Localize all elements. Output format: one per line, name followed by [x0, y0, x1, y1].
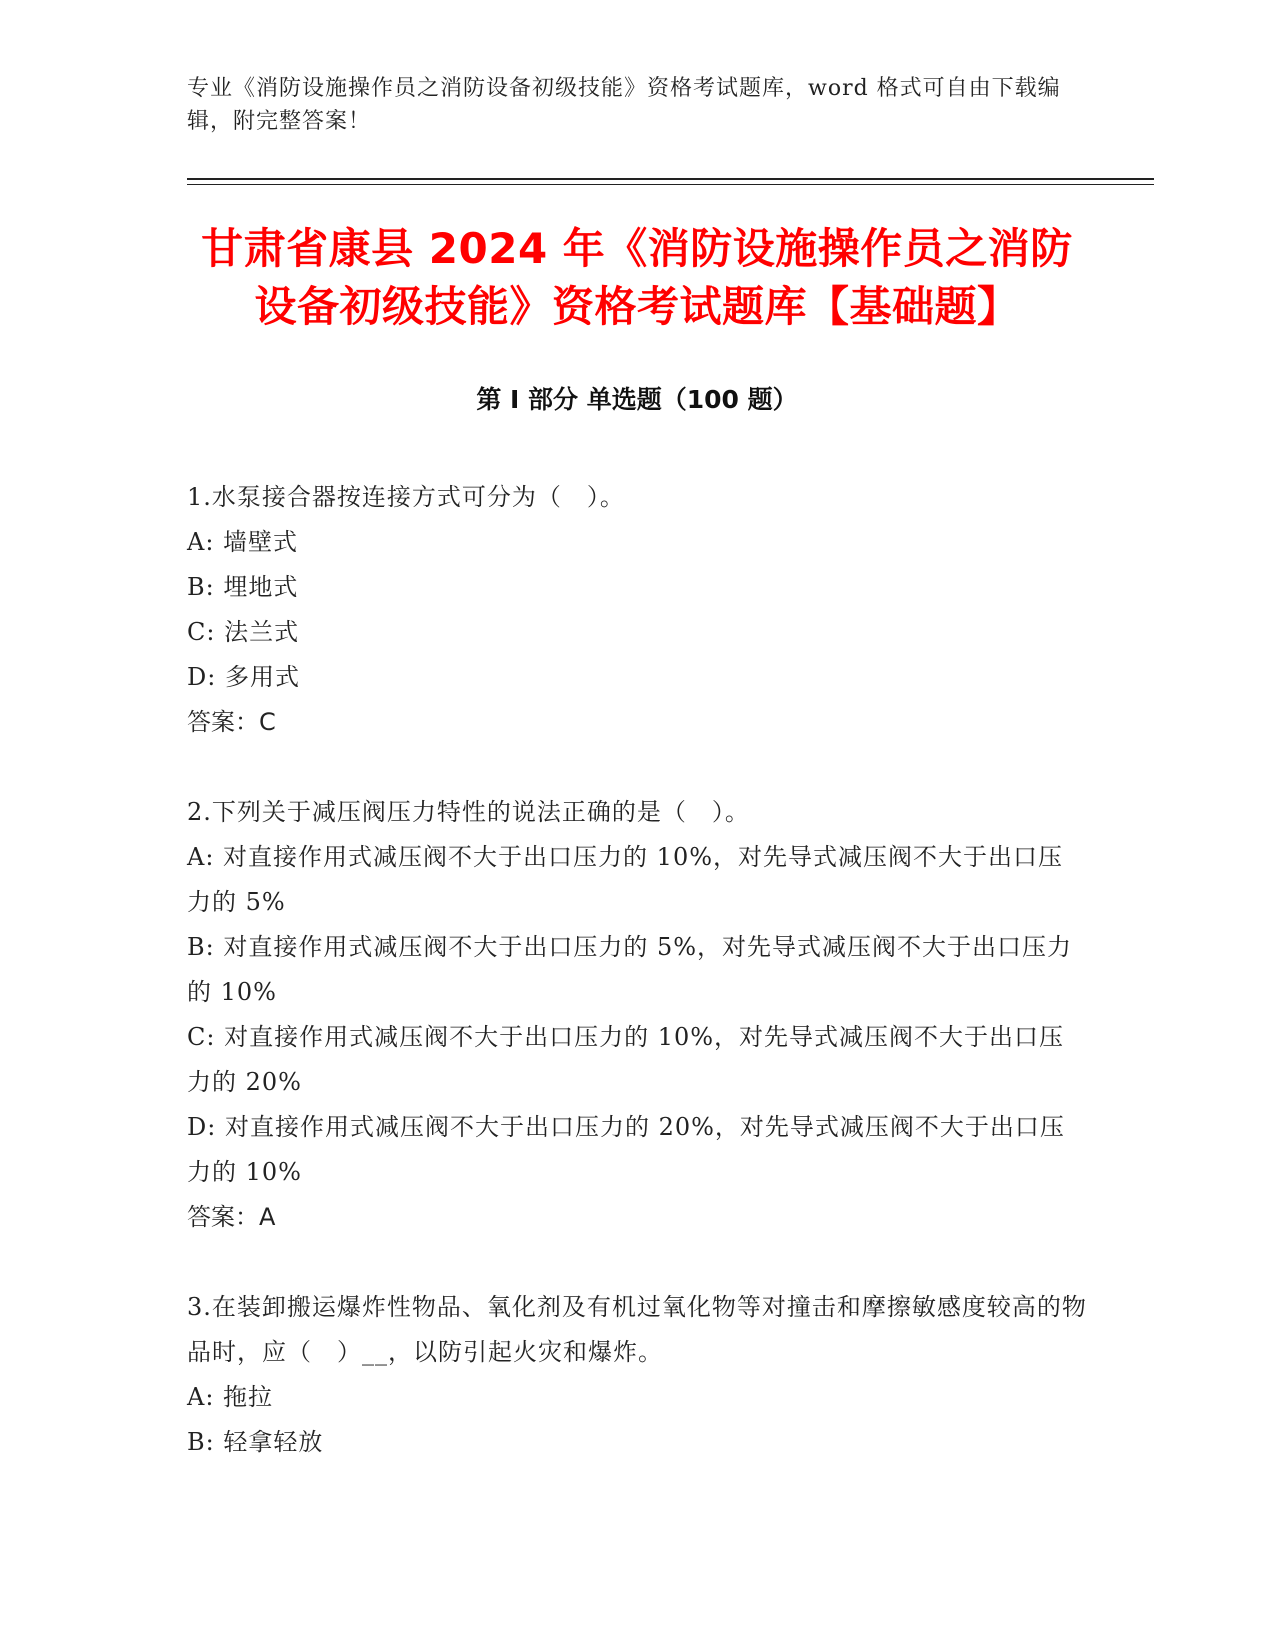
option-b: B: 对直接作用式减压阀不大于出口压力的 5%，对先导式减压阀不大于出口压力的 10%: [187, 933, 1073, 1006]
answer: 答案：C: [187, 708, 276, 736]
header-rule-thick: [187, 178, 1154, 180]
section-title: 第 I 部分 单选题（100 题）: [476, 385, 798, 414]
question-stem: 2.下列关于减压阀压力特性的说法正确的是（ ）。: [187, 798, 750, 826]
option-a: A: 墙壁式: [187, 528, 299, 556]
question-stem: 3.在装卸搬运爆炸性物品、氧化剂及有机过氧化物等对撞击和摩擦敏感度较高的物品时，应（ ）__，以防引起火灾和爆炸。: [187, 1293, 1087, 1366]
option-a: A: 对直接作用式减压阀不大于出口压力的 10%，对先导式减压阀不大于出口压力的 5%: [187, 843, 1064, 916]
question-stem: 1.水泵接合器按连接方式可分为（ ）。: [187, 483, 625, 511]
option-b: B: 轻拿轻放: [187, 1428, 324, 1456]
document-title: 甘肃省康县 2024 年《消防设施操作员之消防设备初级技能》资格考试题库【基础题】: [201, 224, 1073, 331]
option-c: C: 对直接作用式减压阀不大于出口压力的 10%，对先导式减压阀不大于出口压力的 20%: [187, 1023, 1065, 1096]
option-c: C: 法兰式: [187, 618, 300, 646]
header-note: 专业《消防设施操作员之消防设备初级技能》资格考试题库，word 格式可自由下载编辑，附完整答案！: [187, 76, 1061, 134]
option-b: B: 埋地式: [187, 573, 299, 601]
header-rule-thin: [187, 184, 1154, 185]
answer: 答案：A: [187, 1203, 276, 1231]
question-list: [187, 475, 1087, 1510]
option-d: D: 对直接作用式减压阀不大于出口压力的 20%，对先导式减压阀不大于出口压力的 10%: [187, 1113, 1065, 1186]
option-d: D: 多用式: [187, 663, 300, 691]
question-2: [187, 790, 1087, 1240]
option-a: A: 拖拉: [187, 1383, 274, 1411]
question-3: [187, 1285, 1087, 1465]
question-1: [187, 475, 1087, 745]
